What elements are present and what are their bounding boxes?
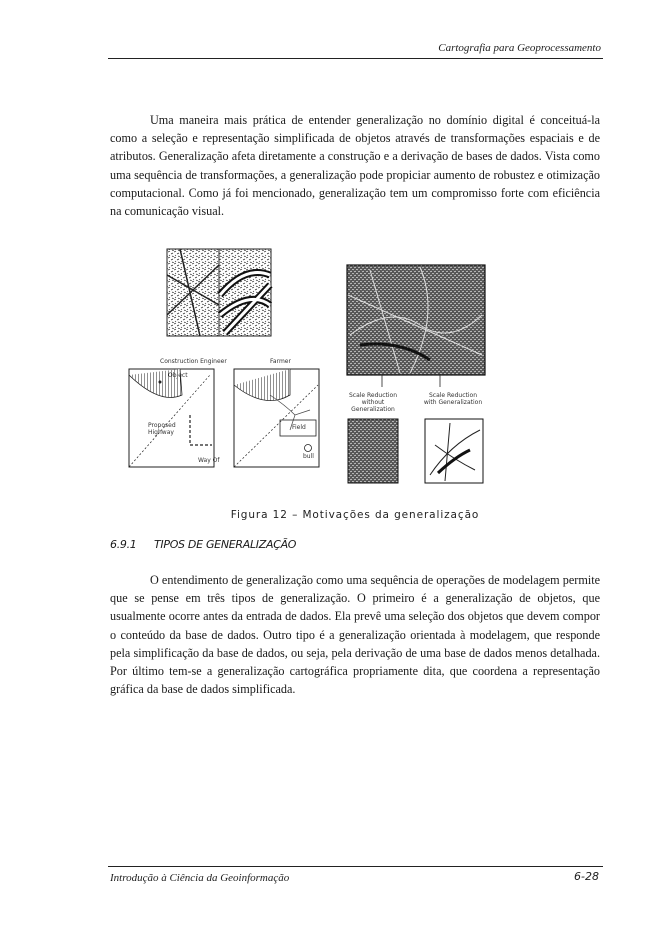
label-farmer: Farmer xyxy=(270,358,291,365)
running-header-title: Cartografia para Geoprocessamento xyxy=(438,42,601,54)
label-field: Field xyxy=(292,424,306,431)
label-proposed-highway: Proposed Highway xyxy=(148,422,176,436)
map-reduced-with-generalization xyxy=(425,419,483,483)
paragraph-generalization-types: O entendimento de generalização como uma sequência de operações de modelagem permite que se pense em três tipos de generalização. O primeiro é a generalização de objetos, que usualmente ocorre antes da entrada de dados. Ela prevê uma seleção dos objetos que devem compor o conteúdo da base de dados. Outro tipo é a generalização orientada à modelagem, que responde pela simplificação da base de dados, ou seja, pela derivação de uma base de dados menos detalhada. Por último tem-se a generalização cartográfica propriamente dita, que coordena a representação gráfica da base de dados simplificada. xyxy=(110,573,600,697)
panel-construction-engineer xyxy=(129,369,214,467)
map-tile-urban xyxy=(167,249,271,336)
label-object: Object xyxy=(168,372,188,379)
label-bull: bull xyxy=(303,453,314,460)
map-reduced-without-generalization xyxy=(348,419,398,483)
label-construction-engineer: Construction Engineer xyxy=(160,358,227,365)
figure-generalization-motivations xyxy=(120,245,500,500)
page-number: 6-28 xyxy=(574,870,599,883)
footer-book-title: Introdução à Ciência da Geoinformação xyxy=(110,872,290,884)
section-title: TIPOS DE GENERALIZAÇÃO xyxy=(154,538,297,551)
figure-caption: Figura 12 – Motivações da generalização xyxy=(230,509,480,521)
map-tile-detailed xyxy=(347,265,485,387)
paragraph-intro: Uma maneira mais prática de entender generalização no domínio digital é conceituá-la como a seleção e representação simplificada de objetos através de transformações espaciais e de atributos. Generalização afeta diretamente a construção e a derivação de bases de dados. Vista como uma sequência de transformações, a generalização pode propiciar aumento de robustez e otimização computacional. Como já foi mencionado, generalização tem um compromisso forte com eficiência na comunicação visual. xyxy=(110,113,600,219)
label-reduction-with: Scale Reduction with Generalization xyxy=(423,392,483,406)
section-number: 6.9.1 xyxy=(110,538,137,551)
footer-rule xyxy=(108,866,603,867)
header-rule xyxy=(108,58,603,59)
label-reduction-without: Scale Reduction without Generalization xyxy=(348,392,398,413)
section-heading xyxy=(110,538,296,551)
label-way-of: Way Of xyxy=(198,457,220,464)
